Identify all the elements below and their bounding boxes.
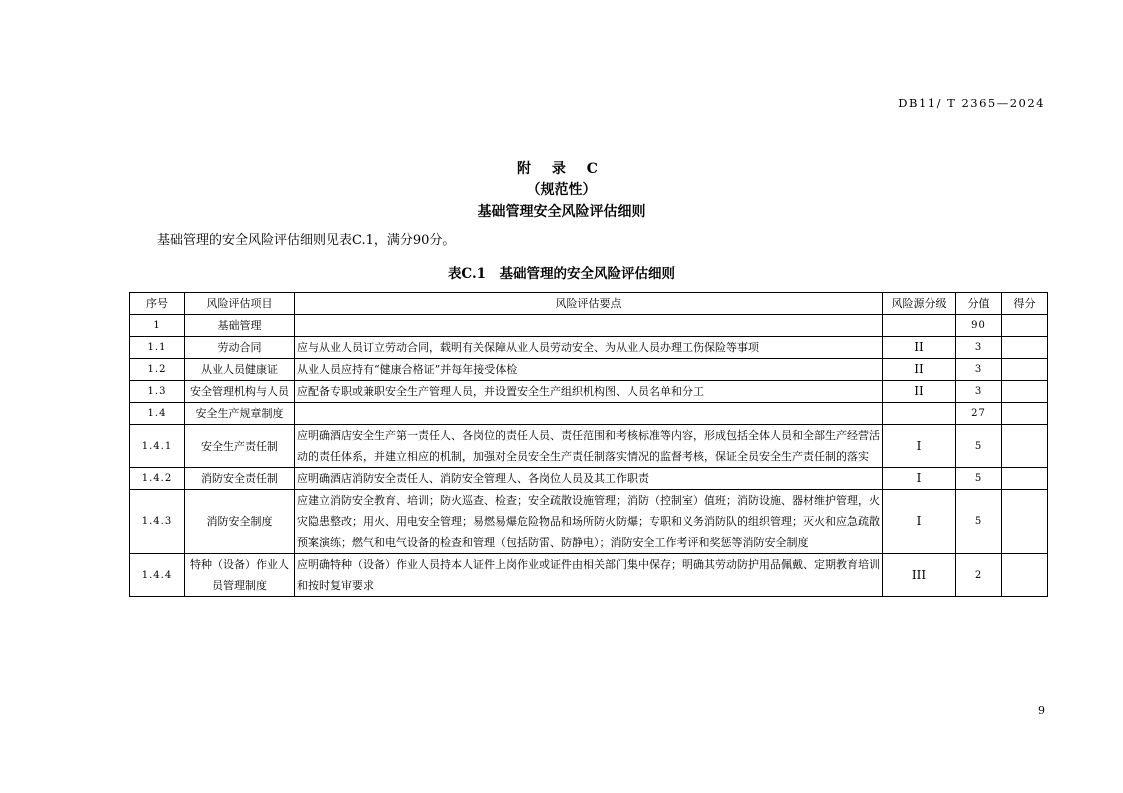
row-level: [883, 315, 956, 337]
row-level: [883, 403, 956, 425]
header-no: 序号: [130, 293, 185, 315]
row-item: 安全生产责任制: [185, 425, 295, 468]
row-no: 1.4.2: [130, 468, 185, 490]
row-requirement: 应建立消防安全教育、培训；防火巡查、检查；安全疏散设施管理；消防（控制室）值班；消防设施、器材维护管理，火灾隐患整改；用火、用电安全管理；易燃易爆危险物品和场所防火防爆；专职和义务消防队的组织管理；灭火和应急疏散预案演练；燃气和电气设备的检查和管理（包括防雷、防静电）；消防安全工作考评和奖惩等消防安全制度: [295, 490, 883, 554]
row-no: 1.3: [130, 381, 185, 403]
row-level: II: [883, 337, 956, 359]
row-level: II: [883, 381, 956, 403]
row-no: 1: [130, 315, 185, 337]
table-caption: 表C.1 基础管理的安全风险评估细则: [447, 266, 676, 282]
table-row: [130, 403, 1048, 425]
row-requirement: 应与从业人员订立劳动合同，载明有关保障从业人员劳动安全、为从业人员办理工伤保险等事项: [295, 337, 883, 359]
header-score: 分值: [956, 293, 1002, 315]
table-row: [130, 359, 1048, 381]
row-item: 消防安全责任制: [185, 468, 295, 490]
row-item: 从业人员健康证: [185, 359, 295, 381]
table-row: [130, 490, 1048, 554]
table-header-row: [130, 293, 1048, 315]
row-level: I: [883, 468, 956, 490]
row-score: 2: [956, 554, 1002, 597]
row-obtained[interactable]: [1002, 425, 1048, 468]
row-obtained[interactable]: [1002, 337, 1048, 359]
row-obtained[interactable]: [1002, 315, 1048, 337]
appendix-heading: [0, 160, 1123, 223]
row-requirement: [295, 315, 883, 337]
row-obtained[interactable]: [1002, 381, 1048, 403]
row-level: II: [883, 359, 956, 381]
row-score: 27: [956, 403, 1002, 425]
row-score: 5: [956, 490, 1002, 554]
row-obtained[interactable]: [1002, 468, 1048, 490]
row-obtained[interactable]: [1002, 403, 1048, 425]
row-requirement: 从业人员应持有“健康合格证”并每年接受体检: [295, 359, 883, 381]
appendix-label: 附 录 C: [517, 161, 606, 177]
table-row: [130, 468, 1048, 490]
page-number: 9: [1038, 704, 1045, 717]
table-row: [130, 425, 1048, 468]
row-score: 3: [956, 359, 1002, 381]
row-score: 3: [956, 381, 1002, 403]
row-requirement: 应配备专职或兼职安全生产管理人员，并设置安全生产组织机构图、人员名单和分工: [295, 381, 883, 403]
header-requirement: 风险评估要点: [295, 293, 883, 315]
header-item: 风险评估项目: [185, 293, 295, 315]
row-score: 90: [956, 315, 1002, 337]
row-no: 1.1: [130, 337, 185, 359]
row-item: 特种（设备）作业人员管理制度: [185, 554, 295, 597]
row-obtained[interactable]: [1002, 490, 1048, 554]
row-item: 安全生产规章制度: [185, 403, 295, 425]
row-obtained[interactable]: [1002, 554, 1048, 597]
intro-text: 基础管理的安全风险评估细则见表C.1，满分90分。: [157, 233, 456, 248]
table-row: [130, 554, 1048, 597]
row-score: 5: [956, 425, 1002, 468]
row-level: I: [883, 490, 956, 554]
appendix-title: 基础管理安全风险评估细则: [477, 204, 646, 220]
header-level: 风险源分级: [883, 293, 956, 315]
row-obtained[interactable]: [1002, 359, 1048, 381]
row-requirement: 应明确特种（设备）作业人员持本人证件上岗作业或证件由相关部门集中保存；明确其劳动防护用品佩戴、定期教育培训和按时复审要求: [295, 554, 883, 597]
row-requirement: 应明确酒店消防安全责任人、消防安全管理人、各岗位人员及其工作职责: [295, 468, 883, 490]
appendix-type: （规范性）: [526, 182, 597, 198]
row-item: 基础管理: [185, 315, 295, 337]
row-item: 安全管理机构与人员: [185, 381, 295, 403]
row-no: 1.4.3: [130, 490, 185, 554]
row-requirement: 应明确酒店安全生产第一责任人、各岗位的责任人员、责任范围和考核标准等内容，形成包括全体人员和全部生产经营活动的责任体系，并建立相应的机制，加强对全员安全生产责任制落实情况的监督考核，保证全员安全生产责任制的落实: [295, 425, 883, 468]
table-row: [130, 381, 1048, 403]
table-row: [130, 315, 1048, 337]
row-no: 1.4.4: [130, 554, 185, 597]
header-obtained: 得分: [1002, 293, 1048, 315]
risk-assessment-table: [129, 292, 1048, 597]
row-score: 5: [956, 468, 1002, 490]
row-no: 1.4.1: [130, 425, 185, 468]
row-item: 消防安全制度: [185, 490, 295, 554]
row-item: 劳动合同: [185, 337, 295, 359]
row-no: 1.2: [130, 359, 185, 381]
row-no: 1.4: [130, 403, 185, 425]
row-score: 3: [956, 337, 1002, 359]
row-level: I: [883, 425, 956, 468]
row-requirement: [295, 403, 883, 425]
table-row: [130, 337, 1048, 359]
standard-code: DB11/ T 2365—2024: [898, 96, 1045, 110]
row-level: III: [883, 554, 956, 597]
